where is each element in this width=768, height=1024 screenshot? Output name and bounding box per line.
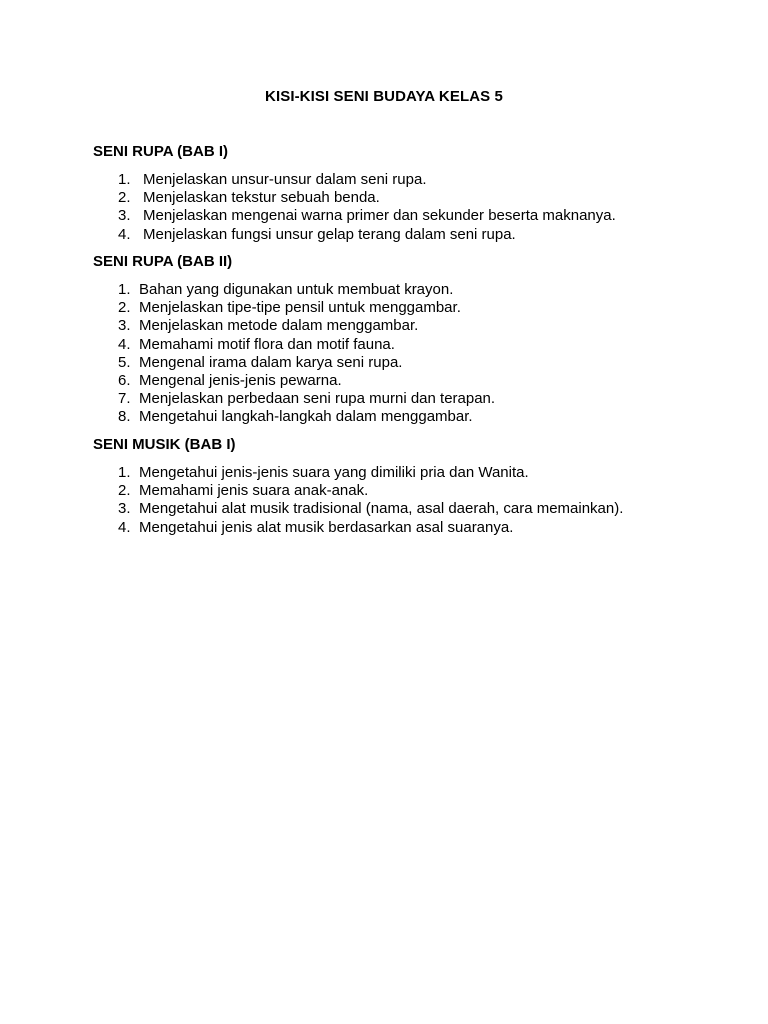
numbered-list	[93, 281, 693, 427]
item-text: Mengenal irama dalam karya seni rupa.	[139, 353, 403, 371]
item-number: 2.	[118, 482, 131, 500]
item-text: Menjelaskan fungsi unsur gelap terang dalam seni rupa.	[143, 225, 516, 243]
section-heading: SENI RUPA (BAB II)	[93, 253, 233, 270]
list-item	[93, 226, 693, 244]
item-text: Mengetahui alat musik tradisional (nama, asal daerah, cara memainkan).	[139, 500, 624, 518]
item-number: 4.	[118, 518, 131, 536]
item-number: 8.	[118, 408, 131, 426]
item-text: Menjelaskan tekstur sebuah benda.	[143, 189, 380, 207]
item-text: Mengetahui langkah-langkah dalam menggambar.	[139, 408, 473, 426]
list-item	[93, 390, 693, 408]
item-text: Mengetahui jenis alat musik berdasarkan asal suaranya.	[139, 518, 514, 536]
item-number: 2.	[118, 189, 131, 207]
document-title: KISI-KISI SENI BUDAYA KELAS 5	[265, 88, 503, 105]
item-text: Menjelaskan tipe-tipe pensil untuk menggambar.	[139, 299, 461, 317]
item-text: Bahan yang digunakan untuk membuat krayon.	[139, 281, 454, 298]
list-item	[93, 299, 693, 317]
item-number: 3.	[118, 500, 131, 518]
item-text: Menjelaskan mengenai warna primer dan sekunder beserta maknanya.	[143, 207, 616, 225]
item-number: 7.	[118, 390, 131, 408]
list-item	[93, 354, 693, 372]
item-text: Memahami jenis suara anak-anak.	[139, 482, 369, 500]
item-number: 4.	[118, 225, 131, 243]
list-item	[93, 317, 693, 335]
section-seni-rupa-bab-2	[93, 253, 693, 427]
item-number: 3.	[118, 317, 131, 335]
numbered-list	[93, 464, 693, 537]
item-number: 1.	[118, 171, 131, 188]
item-number: 6.	[118, 372, 131, 390]
list-item	[93, 408, 693, 426]
list-item	[93, 207, 693, 225]
item-number: 5.	[118, 353, 131, 371]
item-text: Mengenal jenis-jenis pewarna.	[139, 372, 342, 390]
list-item	[93, 372, 693, 390]
item-text: Menjelaskan metode dalam menggambar.	[139, 317, 419, 335]
list-item	[93, 464, 693, 482]
list-item	[93, 171, 693, 189]
list-item	[93, 482, 693, 500]
item-number: 2.	[118, 299, 131, 317]
list-item	[93, 281, 693, 299]
section-heading: SENI MUSIK (BAB I)	[93, 436, 236, 453]
item-number: 1.	[118, 281, 131, 298]
item-text: Menjelaskan perbedaan seni rupa murni dan terapan.	[139, 390, 496, 408]
item-text: Menjelaskan unsur-unsur dalam seni rupa.	[143, 171, 427, 188]
item-number: 1.	[118, 464, 131, 481]
section-seni-rupa-bab-1	[93, 143, 693, 244]
item-text: Memahami motif flora dan motif fauna.	[139, 335, 395, 353]
list-item	[93, 336, 693, 354]
item-number: 4.	[118, 335, 131, 353]
item-text: Mengetahui jenis-jenis suara yang dimiliki pria dan Wanita.	[139, 464, 529, 481]
list-item	[93, 519, 693, 537]
list-item	[93, 500, 693, 518]
numbered-list	[93, 171, 693, 244]
section-seni-musik-bab-1	[93, 436, 693, 537]
item-number: 3.	[118, 207, 131, 225]
list-item	[93, 189, 693, 207]
section-heading: SENI RUPA (BAB I)	[93, 143, 228, 160]
